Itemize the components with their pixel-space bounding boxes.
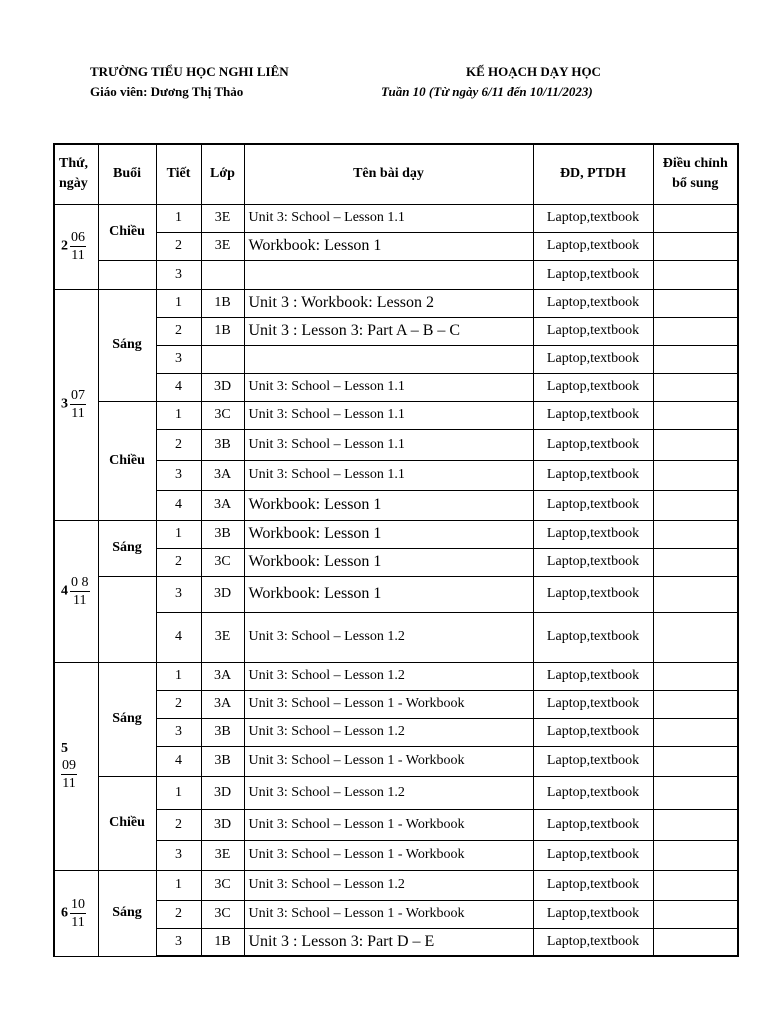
adjust-cell [653,870,738,900]
table-row [54,746,738,776]
lesson-cell: Workbook: Lesson 1 [244,232,533,260]
period-cell: 4 [156,612,201,662]
lesson-cell: Workbook: Lesson 1 [244,520,533,548]
adjust-cell [653,548,738,576]
lesson-cell: Unit 3: School – Lesson 1.2 [244,718,533,746]
class-cell: 1B [201,317,244,345]
class-cell: 3C [201,401,244,429]
adjust-cell [653,612,738,662]
class-cell: 3E [201,232,244,260]
table-row [54,840,738,870]
period-cell: 4 [156,490,201,520]
class-cell: 3D [201,776,244,809]
table-row [54,401,738,429]
adjust-cell [653,260,738,289]
class-cell: 3A [201,460,244,490]
period-cell: 1 [156,520,201,548]
session-cell: Chiều [98,401,156,520]
lesson-cell: Unit 3: School – Lesson 1.2 [244,870,533,900]
lesson-cell: Workbook: Lesson 1 [244,548,533,576]
period-cell: 1 [156,662,201,690]
lesson-cell: Unit 3 : Lesson 3: Part A – B – C [244,317,533,345]
lesson-cell: Unit 3: School – Lesson 1.1 [244,373,533,401]
school-name: TRƯỜNG TIỂU HỌC NGHI LIÊN [90,64,289,79]
equipment-cell: Laptop,textbook [533,429,653,460]
class-cell: 3A [201,490,244,520]
equipment-cell: Laptop,textbook [533,870,653,900]
equipment-cell: Laptop,textbook [533,840,653,870]
equipment-cell: Laptop,textbook [533,260,653,289]
period-cell: 3 [156,576,201,612]
equipment-cell: Laptop,textbook [533,401,653,429]
lesson-cell: Unit 3: School – Lesson 1.1 [244,460,533,490]
equipment-cell: Laptop,textbook [533,809,653,840]
day-cell-2: 2 $\frac{06}{11}$ [54,204,98,289]
lesson-cell: Unit 3: School – Lesson 1.1 [244,401,533,429]
day-cell-5: 5 $\frac{09}{11}$ [54,662,98,870]
table-row [54,612,738,662]
equipment-cell: Laptop,textbook [533,576,653,612]
table-row [54,460,738,490]
table-row [54,260,738,289]
schedule-table [53,143,739,957]
lesson-cell: Unit 3: School – Lesson 1.2 [244,662,533,690]
lesson-cell [244,260,533,289]
session-cell-empty [98,260,156,289]
equipment-cell: Laptop,textbook [533,345,653,373]
adjust-cell [653,776,738,809]
table-row [54,809,738,840]
equipment-cell: Laptop,textbook [533,662,653,690]
table-row [54,718,738,746]
class-cell: 3C [201,870,244,900]
period-cell: 2 [156,690,201,718]
lesson-cell: Workbook: Lesson 1 [244,490,533,520]
period-cell: 2 [156,900,201,928]
table-row [54,345,738,373]
session-cell: Sáng [98,870,156,956]
lesson-cell: Unit 3 : Lesson 3: Part D – E [244,928,533,956]
adjust-cell [653,662,738,690]
period-cell: 2 [156,429,201,460]
table-row [54,429,738,460]
class-cell: 3D [201,373,244,401]
class-cell: 3A [201,662,244,690]
period-cell: 4 [156,746,201,776]
class-cell: 3B [201,520,244,548]
equipment-cell: Laptop,textbook [533,490,653,520]
adjust-cell [653,690,738,718]
class-cell: 3E [201,612,244,662]
table-row [54,576,738,612]
period-cell: 1 [156,776,201,809]
adjust-cell [653,401,738,429]
lesson-cell: Workbook: Lesson 1 [244,576,533,612]
adjust-cell [653,490,738,520]
class-cell [201,345,244,373]
class-cell: 3D [201,809,244,840]
day-cell-6: 6 $\frac{10}{11}$ [54,870,98,956]
period-cell: 3 [156,928,201,956]
period-cell: 3 [156,345,201,373]
adjust-cell [653,746,738,776]
adjust-cell [653,373,738,401]
period-cell: 3 [156,260,201,289]
session-cell: Chiều [98,204,156,260]
adjust-cell [653,576,738,612]
col-session-header: Buổi [98,144,156,204]
period-cell: 1 [156,289,201,317]
lesson-cell: Unit 3: School – Lesson 1.2 [244,612,533,662]
adjust-cell [653,345,738,373]
equipment-cell: Laptop,textbook [533,373,653,401]
lesson-cell: Unit 3 : Workbook: Lesson 2 [244,289,533,317]
equipment-cell: Laptop,textbook [533,718,653,746]
table-row [54,204,738,232]
col-day-header: Thứ, ngày [54,144,98,204]
lesson-cell [244,345,533,373]
period-cell: 2 [156,548,201,576]
col-class-header: Lớp [201,144,244,204]
period-cell: 4 [156,373,201,401]
session-cell: Chiều [98,776,156,870]
period-cell: 2 [156,317,201,345]
table-row [54,490,738,520]
lesson-cell: Unit 3: School – Lesson 1.1 [244,204,533,232]
table-row [54,289,738,317]
adjust-cell [653,809,738,840]
class-cell: 3E [201,204,244,232]
period-cell: 3 [156,460,201,490]
class-cell: 1B [201,289,244,317]
col-lesson-header: Tên bài dạy [244,144,533,204]
lesson-cell: Unit 3: School – Lesson 1 - Workbook [244,809,533,840]
table-row [54,232,738,260]
period-cell: 2 [156,232,201,260]
table-row [54,870,738,900]
adjust-cell [653,289,738,317]
week-range: Tuần 10 (Từ ngày 6/11 đến 10/11/2023) [381,84,593,99]
table-row [54,662,738,690]
equipment-cell: Laptop,textbook [533,776,653,809]
adjust-cell [653,718,738,746]
lesson-cell: Unit 3: School – Lesson 1.1 [244,429,533,460]
lesson-cell: Unit 3: School – Lesson 1 - Workbook [244,900,533,928]
adjust-cell [653,317,738,345]
equipment-cell: Laptop,textbook [533,460,653,490]
header-row [54,144,738,204]
equipment-cell: Laptop,textbook [533,232,653,260]
class-cell: 3B [201,746,244,776]
equipment-cell: Laptop,textbook [533,289,653,317]
period-cell: 1 [156,204,201,232]
class-cell: 3D [201,576,244,612]
equipment-cell: Laptop,textbook [533,690,653,718]
adjust-cell [653,520,738,548]
equipment-cell: Laptop,textbook [533,746,653,776]
lesson-cell: Unit 3: School – Lesson 1 - Workbook [244,690,533,718]
day-cell-4: 4 $\frac{0 8}{11}$ [54,520,98,662]
lesson-cell: Unit 3: School – Lesson 1.2 [244,776,533,809]
class-cell: 3C [201,900,244,928]
table-row [54,317,738,345]
period-cell: 3 [156,840,201,870]
equipment-cell: Laptop,textbook [533,548,653,576]
period-cell: 3 [156,718,201,746]
table-row [54,373,738,401]
adjust-cell [653,840,738,870]
day-cell-3: 3 $\frac{07}{11}$ [54,289,98,520]
teacher-name: Giáo viên: Dương Thị Thảo [90,84,244,99]
period-cell: 1 [156,401,201,429]
equipment-cell: Laptop,textbook [533,520,653,548]
equipment-cell: Laptop,textbook [533,612,653,662]
period-cell: 2 [156,809,201,840]
adjust-cell [653,429,738,460]
col-adjust-header: Điều chỉnh bổ sung [653,144,738,204]
adjust-cell [653,900,738,928]
session-cell: Sáng [98,662,156,776]
period-cell: 1 [156,870,201,900]
class-cell: 3B [201,718,244,746]
adjust-cell [653,928,738,956]
equipment-cell: Laptop,textbook [533,317,653,345]
plan-title: KẾ HOẠCH DẠY HỌC [466,64,601,79]
table-row [54,900,738,928]
class-cell: 3C [201,548,244,576]
class-cell [201,260,244,289]
class-cell: 1B [201,928,244,956]
class-cell: 3A [201,690,244,718]
session-cell: Sáng [98,520,156,576]
col-equipment-header: ĐD, PTDH [533,144,653,204]
adjust-cell [653,204,738,232]
col-period-header: Tiết [156,144,201,204]
equipment-cell: Laptop,textbook [533,204,653,232]
table-row [54,520,738,548]
adjust-cell [653,460,738,490]
table-row [54,690,738,718]
class-cell: 3E [201,840,244,870]
table-row [54,776,738,809]
class-cell: 3B [201,429,244,460]
session-cell: Sáng [98,289,156,401]
table-row [54,928,738,956]
equipment-cell: Laptop,textbook [533,928,653,956]
lesson-cell: Unit 3: School – Lesson 1 - Workbook [244,840,533,870]
table-row [54,548,738,576]
adjust-cell [653,232,738,260]
lesson-cell: Unit 3: School – Lesson 1 - Workbook [244,746,533,776]
equipment-cell: Laptop,textbook [533,900,653,928]
session-cell-empty [98,576,156,662]
